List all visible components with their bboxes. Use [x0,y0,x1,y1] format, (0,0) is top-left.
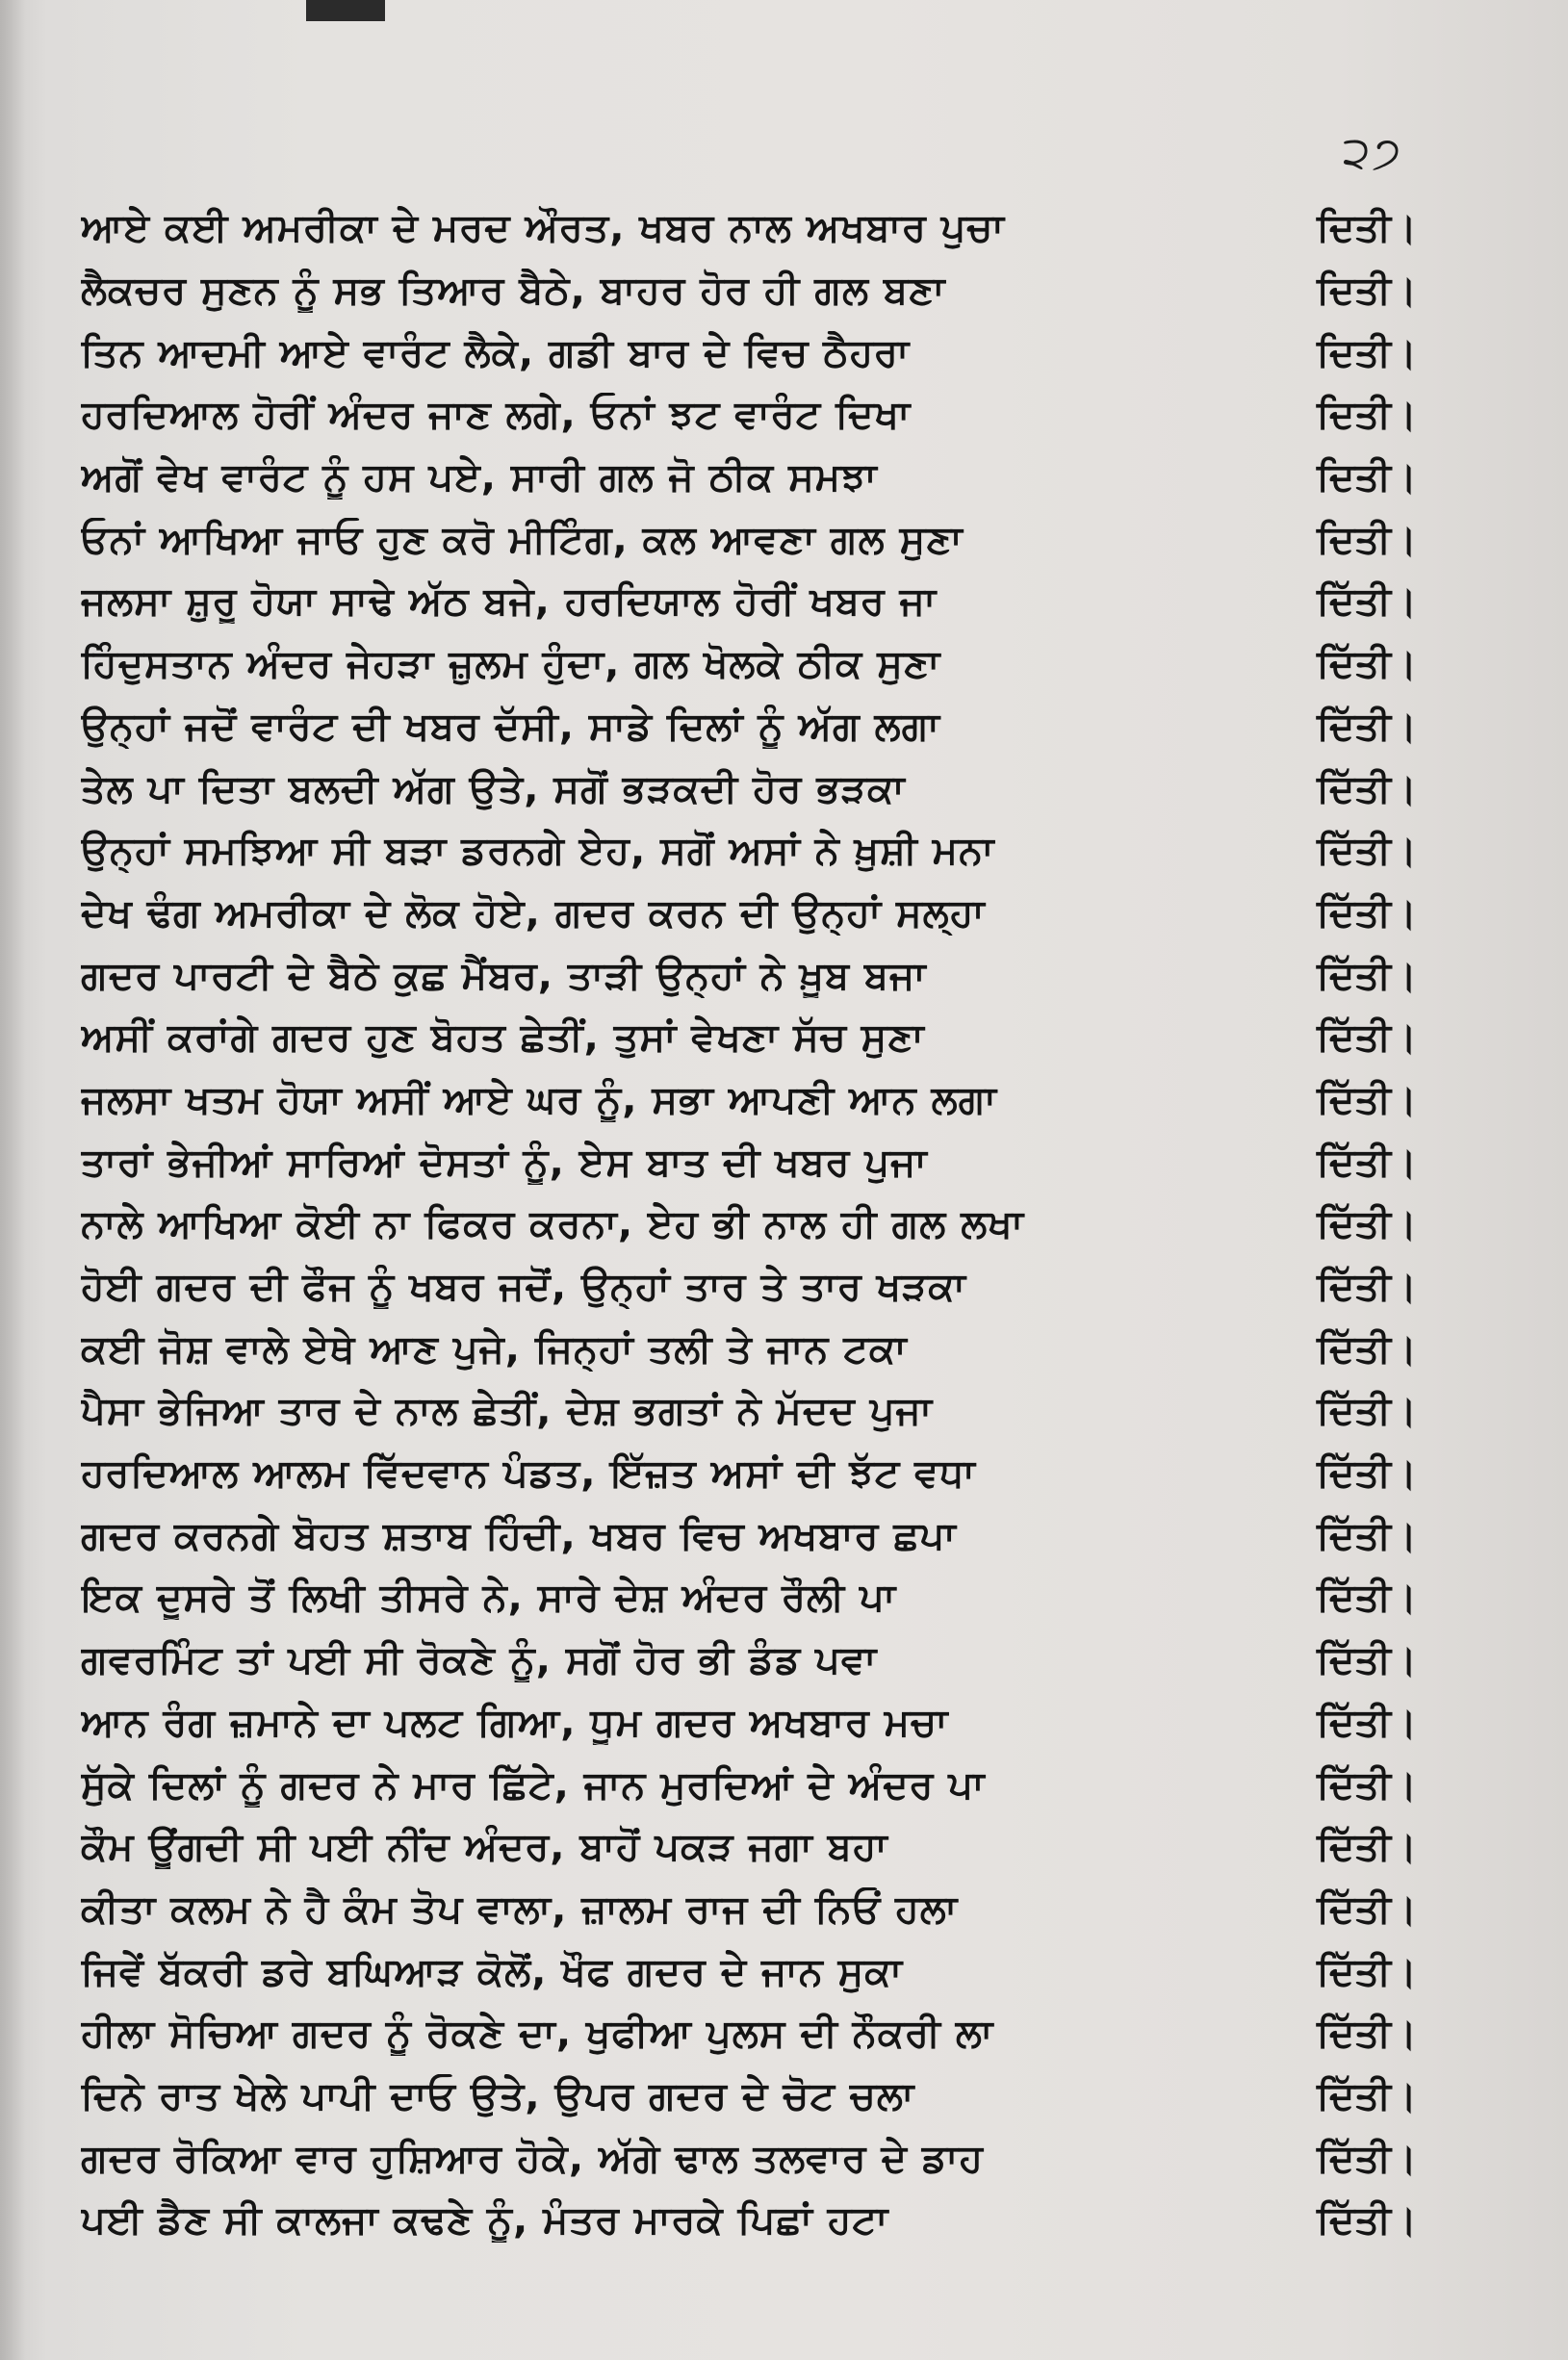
verse-line [81,1692,1417,1755]
verse-refrain: ਦਿੱਤੀ। [1317,1077,1417,1122]
verse-line [81,1879,1417,1941]
verse-line [81,2127,1417,2190]
verse-refrain: ਦਿੱਤੀ। [1317,890,1417,936]
verse-line [81,321,1417,384]
verse-refrain: ਦਿੱਤੀ। [1317,829,1417,874]
verse-text: ਉਨ੍ਹਾਂ ਜਦੋਂ ਵਾਰੰਟ ਦੀ ਖਬਰ ਦੱਸੀ, ਸਾਡੇ ਦਿਲਾਂ ਨੂੰ ਅੱਗ ਲਗਾ [81,704,940,749]
verse-line [81,1131,1417,1193]
verse-line [81,384,1417,447]
verse-refrain: ਦਿੱਤੀ। [1317,2073,1417,2118]
verse-text: ਜਿਵੇਂ ਬੱਕਰੀ ਡਰੇ ਬਘਿਆੜ ਕੋਲੋਂ, ਖੌਫ ਗਦਰ ਦੇ ਜਾਨ ਸੁਕਾ [81,1949,904,1994]
verse-text: ਇਕ ਦੂਸਰੇ ਤੋਂ ਲਿਖੀ ਤੀਸਰੇ ਨੇ, ਸਾਰੇ ਦੇਸ਼ ਅੰਦਰ ਰੌਲੀ ਪਾ [81,1576,897,1621]
verse-text: ਤਾਰਾਂ ਭੇਜੀਆਂ ਸਾਰਿਆਂ ਦੋਸਤਾਂ ਨੂੰ, ਏਸ ਬਾਤ ਦੀ ਖਬਰ ਪੁਜਾ [81,1140,928,1185]
verse-refrain: ਦਿਤੀ। [1317,269,1417,314]
verse-text: ਜਲਸਾ ਸ਼ੁਰੂ ਹੋਯਾ ਸਾਢੇ ਅੱਠ ਬਜੇ, ਹਰਦਿਯਾਲ ਹੋਰੀਂ ਖਬਰ ਜਾ [81,579,938,625]
verse-line [81,944,1417,1007]
verse-text: ਓਨਾਂ ਆਖਿਆ ਜਾਓ ਹੁਣ ਕਰੋ ਮੀਟਿੰਗ, ਕਲ ਆਵਣਾ ਗਲ ਸੁਣਾ [81,517,964,562]
verse-refrain: ਦਿੱਤੀ। [1317,1576,1417,1621]
verse-line [81,1193,1417,1256]
verse-text: ਪਈ ਡੈਣ ਸੀ ਕਾਲਜਾ ਕਢਣੇ ਨੂੰ, ਮੰਤਰ ਮਾਰਕੇ ਪਿਛਾਂ ਹਟਾ [81,2198,889,2244]
verse-line [81,1754,1417,1816]
verse-text: ਪੈਸਾ ਭੇਜਿਆ ਤਾਰ ਦੇ ਨਾਲ ਛੇਤੀਂ, ਦੇਸ਼ ਭਗਤਾਂ ਨੇ ਮੱਦਦ ਪੁਜਾ [81,1389,934,1434]
verse-line [81,1443,1417,1505]
verse-refrain: ਦਿਤੀ। [1317,330,1417,375]
verse-line [81,883,1417,945]
verse-text: ਤਿਨ ਆਦਮੀ ਆਏ ਵਾਰੰਟ ਲੈਕੇ, ਗਡੀ ਬਾਰ ਦੇ ਵਿਚ ਠੈਹਰਾ [81,330,911,375]
verse-text: ਤੇਲ ਪਾ ਦਿਤਾ ਬਲਦੀ ਅੱਗ ਉਤੇ, ਸਗੋਂ ਭੜਕਦੀ ਹੋਰ ਭੜਕਾ [81,766,906,811]
verse-line [81,1567,1417,1629]
verse-text: ਕਈ ਜੋਸ਼ ਵਾਲੇ ਏਥੇ ਆਣ ਪੁਜੇ, ਜਿਨ੍ਹਾਂ ਤਲੀ ਤੇ ਜਾਨ ਟਕਾ [81,1326,908,1372]
verse-refrain: ਦਿੱਤੀ। [1317,642,1417,687]
verse-refrain: ਦਿੱਤੀ। [1317,704,1417,749]
verse-line [81,1007,1417,1069]
verse-text: ਗਦਰ ਪਾਰਟੀ ਦੇ ਬੈਠੇ ਕੁਛ ਮੈਂਬਰ, ਤਾੜੀ ਉਨ੍ਹਾਂ ਨੇ ਖ਼ੂਬ ਬਜਾ [81,953,927,998]
verse-line [81,1504,1417,1567]
verse-refrain: ਦਿੱਤੀ। [1317,1202,1417,1247]
verse-refrain: ਦਿਤੀ। [1317,517,1417,562]
verse-refrain: ਦਿੱਤੀ। [1317,1886,1417,1932]
verse-line [81,2190,1417,2252]
verse-text: ਆਏ ਕਈ ਅਮਰੀਕਾ ਦੇ ਮਰਦ ਔਰਤ, ਖਬਰ ਨਾਲ ਅਖਬਾਰ ਪੁਚਾ [81,206,1005,251]
verse-line [81,696,1417,758]
verse-line [81,2065,1417,2128]
verse-line [81,1940,1417,2003]
verse-text: ਗਵਰਮਿੰਟ ਤਾਂ ਪਈ ਸੀ ਰੋਕਣੇ ਨੂੰ, ਸਗੋਂ ਹੋਰ ਭੀ ਡੰਡ ਪਵਾ [81,1638,878,1683]
verse-text: ਅਸੀਂ ਕਰਾਂਗੇ ਗਦਰ ਹੁਣ ਬੋਹਤ ਛੇਤੀਂ, ਤੁਸਾਂ ਵੇਖਣਾ ਸੱਚ ਸੁਣਾ [81,1015,925,1061]
verse-text: ਹਰਦਿਆਲ ਆਲਮ ਵਿੱਦਵਾਨ ਪੰਡਤ, ਇੱਜ਼ਤ ਅਸਾਂ ਦੀ ਝੱਟ ਵਧਾ [81,1451,976,1497]
verse-line [81,1256,1417,1319]
verse-line [81,197,1417,260]
verse-refrain: ਦਿੱਤੀ। [1317,1015,1417,1061]
verse-text: ਜਲਸਾ ਖਤਮ ਹੋਯਾ ਅਸੀਂ ਆਏ ਘਰ ਨੂੰ, ਸਭਾ ਆਪਣੀ ਆਨ ਲਗਾ [81,1077,997,1122]
verse-line [81,260,1417,322]
verse-line [81,820,1417,883]
verse-refrain: ਦਿੱਤੀ। [1317,1700,1417,1745]
verse-text: ਹਿੰਦੁਸਤਾਨ ਅੰਦਰ ਜੇਹੜਾ ਜ਼ੁਲਮ ਹੁੰਦਾ, ਗਲ ਖੋਲਕੇ ਠੀਕ ਸੁਣਾ [81,642,941,687]
verse-refrain: ਦਿੱਤੀ। [1317,1949,1417,1994]
verse-line [81,2003,1417,2065]
verse-text: ਹੀਲਾ ਸੋਚਿਆ ਗਦਰ ਨੂੰ ਰੋਕਣੇ ਦਾ, ਖੁਫੀਆ ਪੁਲਸ ਦੀ ਨੌਕਰੀ ਲਾ [81,2012,994,2057]
verse-refrain: ਦਿੱਤੀ। [1317,1265,1417,1310]
verse-line [81,508,1417,571]
verse-refrain: ਦਿਤੀ। [1317,206,1417,251]
verse-line [81,633,1417,696]
verse-text: ਲੈਕਚਰ ਸੁਣਨ ਨੂੰ ਸਭ ਤਿਆਰ ਬੈਠੇ, ਬਾਹਰ ਹੋਰ ਹੀ ਗਲ ਬਣਾ [81,269,946,314]
top-edge-mark [306,0,385,21]
verse-refrain: ਦਿੱਤੀ। [1317,579,1417,625]
verse-line [81,1318,1417,1380]
verse-refrain: ਦਿੱਤੀ। [1317,1762,1417,1808]
verse-line [81,1629,1417,1692]
verse-refrain: ਦਿੱਤੀ। [1317,2012,1417,2057]
verse-line [81,757,1417,820]
verse-line [81,1816,1417,1879]
verse-line [81,1069,1417,1132]
verse-text: ਨਾਲੇ ਆਖਿਆ ਕੋਈ ਨਾ ਫਿਕਰ ਕਰਨਾ, ਏਹ ਭੀ ਨਾਲ ਹੀ ਗਲ ਲਖਾ [81,1202,1025,1247]
verse-text: ਕੀਤਾ ਕਲਮ ਨੇ ਹੈ ਕੰਮ ਤੋਪ ਵਾਲਾ, ਜ਼ਾਲਮ ਰਾਜ ਦੀ ਨਿਓਂ ਹਲਾ [81,1886,959,1932]
verse-text: ਆਨ ਰੰਗ ਜ਼ਮਾਨੇ ਦਾ ਪਲਟ ਗਿਆ, ਧੂਮ ਗਦਰ ਅਖਬਾਰ ਮਚਾ [81,1700,949,1745]
verse-refrain: ਦਿੱਤੀ। [1317,2136,1417,2181]
verse-refrain: ਦਿਤੀ। [1317,393,1417,438]
verse-text: ਸੁੱਕੇ ਦਿਲਾਂ ਨੂੰ ਗਦਰ ਨੇ ਮਾਰ ਛਿੱਟੇ, ਜਾਨ ਮੁਰਦਿਆਂ ਦੇ ਅੰਦਰ ਪਾ [81,1762,986,1808]
verse-block [81,197,1417,2267]
verse-text: ਗਦਰ ਰੋਕਿਆ ਵਾਰ ਹੁਸ਼ਿਆਰ ਹੋਕੇ, ਅੱਗੇ ਢਾਲ ਤਲਵਾਰ ਦੇ ਡਾਹ [81,2136,984,2181]
verse-refrain: ਦਿਤੀ। [1317,455,1417,500]
verse-refrain: ਦਿੱਤੀ। [1317,1513,1417,1558]
verse-text: ਗਦਰ ਕਰਨਗੇ ਬੋਹਤ ਸ਼ਤਾਬ ਹਿੰਦੀ, ਖਬਰ ਵਿਚ ਅਖਬਾਰ ਛਪਾ [81,1513,957,1558]
verse-text: ਅਗੋਂ ਵੇਖ ਵਾਰੰਟ ਨੂੰ ਹਸ ਪਏ, ਸਾਰੀ ਗਲ ਜੋ ਠੀਕ ਸਮਝਾ [81,455,878,500]
verse-refrain: ਦਿੱਤੀ। [1317,1389,1417,1434]
verse-text: ਉਨ੍ਹਾਂ ਸਮਝਿਆ ਸੀ ਬੜਾ ਡਰਨਗੇ ਏਹ, ਸਗੋਂ ਅਸਾਂ ਨੇ ਖ਼ੁਸ਼ੀ ਮਨਾ [81,829,995,874]
verse-refrain: ਦਿੱਤੀ। [1317,1451,1417,1497]
verse-line [81,1380,1417,1443]
verse-text: ਕੌਮ ਊਂਗਦੀ ਸੀ ਪਈ ਨੀਂਦ ਅੰਦਰ, ਬਾਹੋਂ ਪਕੜ ਜਗਾ ਬਹਾ [81,1825,888,1870]
page-number: ੨੭ [1343,126,1403,178]
verse-refrain: ਦਿੱਤੀ। [1317,1326,1417,1372]
verse-refrain: ਦਿੱਤੀ। [1317,953,1417,998]
verse-refrain: ਦਿੱਤੀ। [1317,1638,1417,1683]
verse-line [81,571,1417,633]
verse-refrain: ਦਿੱਤੀ। [1317,766,1417,811]
verse-text: ਦੇਖ ਢੰਗ ਅਮਰੀਕਾ ਦੇ ਲੋਕ ਹੋਏ, ਗਦਰ ਕਰਨ ਦੀ ਉਨ੍ਹਾਂ ਸਲ੍ਹਾ [81,890,986,936]
verse-refrain: ਦਿੱਤੀ। [1317,1825,1417,1870]
verse-refrain: ਦਿੱਤੀ। [1317,1140,1417,1185]
verse-text: ਦਿਨੇ ਰਾਤ ਖੇਲੇ ਪਾਪੀ ਦਾਓ ਉਤੇ, ਉਪਰ ਗਦਰ ਦੇ ਚੋਟ ਚਲਾ [81,2073,915,2118]
verse-text: ਹੋਈ ਗਦਰ ਦੀ ਫੌਜ ਨੂੰ ਖਬਰ ਜਦੋਂ, ਉਨ੍ਹਾਂ ਤਾਰ ਤੇ ਤਾਰ ਖੜਕਾ [81,1265,966,1310]
verse-text: ਹਰਦਿਆਲ ਹੋਰੀਂ ਅੰਦਰ ਜਾਣ ਲਗੇ, ਓਨਾਂ ਝਟ ਵਾਰੰਟ ਦਿਖਾ [81,393,912,438]
verse-line [81,447,1417,509]
page-edge-shadow [0,0,25,2360]
verse-refrain: ਦਿੱਤੀ। [1317,2198,1417,2244]
